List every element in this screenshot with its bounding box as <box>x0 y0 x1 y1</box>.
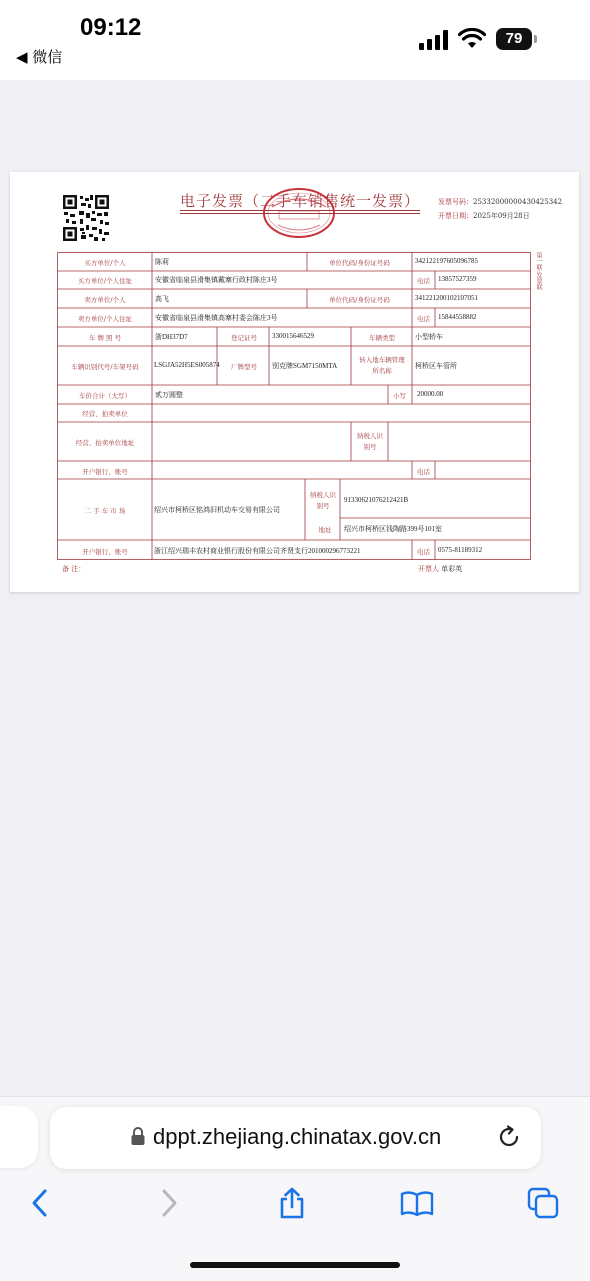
market-address-value: 绍兴市柯桥区钱陶路399号101室 <box>344 525 442 533</box>
seller-phone-label: 电话 <box>417 315 430 323</box>
seller-code-label: 单位代码/身份证号码 <box>329 296 390 304</box>
issue-date-label: 开票日期： <box>438 212 473 220</box>
market-taxpayer-value: 91330621076212421B <box>344 496 409 504</box>
reload-icon[interactable] <box>496 1124 522 1150</box>
buyer-address-value: 安徽省临泉县滑集镇戴寨行政村陈庄3号 <box>155 276 278 284</box>
plate-label: 车 牌 照 号 <box>88 334 122 342</box>
invoice-document <box>10 172 579 592</box>
battery-tip <box>534 35 537 43</box>
seller-code-value: 341221200102107051 <box>415 294 478 302</box>
side-note: 第一联:发票联 <box>535 252 542 291</box>
model-value: 别克牌SGM7150MTA <box>272 362 338 370</box>
price-total-label: 车价合计（大写） <box>79 392 131 400</box>
auction-unit-label: 经营、拍卖单位 <box>82 410 128 418</box>
share-icon[interactable] <box>275 1186 309 1220</box>
transfer-office-value: 柯桥区车管所 <box>415 362 457 370</box>
vin-label: 车辆识别代号/车架号码 <box>71 363 139 371</box>
market-bank-label: 开户银行、账号 <box>82 548 128 556</box>
price-small-value: 20000.00 <box>417 390 444 398</box>
invoice-title: 电子发票（二手车销售统一发票） <box>180 192 421 210</box>
issue-date-row <box>438 209 562 223</box>
auction-address-label: 经营、拍卖单位地址 <box>75 439 135 447</box>
market-phone-value: 0575-81189312 <box>438 546 483 554</box>
bank-account-label: 开户银行、账号 <box>82 468 128 476</box>
market-address-label: 地址 <box>318 526 332 534</box>
registration-value: 330015646529 <box>272 332 314 340</box>
price-small-label: 小写 <box>393 392 406 400</box>
back-to-wechat-link[interactable]: ◀ 微信 <box>16 48 63 66</box>
invoice-number-row <box>438 195 562 209</box>
market-bank-value: 浙江绍兴瑞丰农村商业银行股份有限公司齐贤支行201000296773221 <box>154 547 361 555</box>
invoice-table <box>57 252 531 560</box>
wifi-icon <box>458 28 486 50</box>
market-value: 绍兴市柯桥区铭鸿旧机动车交易有限公司 <box>154 506 280 514</box>
forward-icon[interactable] <box>151 1186 185 1220</box>
bookmarks-icon[interactable] <box>400 1186 434 1220</box>
url-text: dppt.zhejiang.chinatax.gov.cn <box>153 1124 442 1149</box>
buyer-code-value: 342122197605096785 <box>415 257 478 265</box>
buyer-phone-value: 13857527359 <box>438 275 477 283</box>
invoice-meta <box>438 195 562 223</box>
buyer-value: 陈莉 <box>155 258 169 266</box>
market-phone-label: 电话 <box>417 548 430 556</box>
tabs-icon[interactable] <box>526 1186 560 1220</box>
auction-phone-label: 电话 <box>417 468 430 476</box>
issuer-value: 单彩英 <box>441 565 463 573</box>
plate-value: 浙DH37D7 <box>155 333 188 341</box>
status-bar <box>0 0 590 80</box>
battery-level: 79 <box>496 28 532 50</box>
vin-value: LSGJA52H5ES005874 <box>154 361 220 369</box>
battery-icon <box>496 28 538 50</box>
tax-seal-icon <box>262 187 336 239</box>
auction-taxpayer-label: 纳税人识别号 <box>357 432 383 451</box>
issuer-label: 开票人 <box>418 565 439 573</box>
invoice-number-label: 发票号码： <box>438 198 473 206</box>
seller-label: 卖方单位/个人 <box>84 296 126 304</box>
vehicle-type-label: 车辆类型 <box>369 334 395 342</box>
model-label: 厂牌型号 <box>231 363 257 371</box>
transfer-office-label: 转入地车辆管理所名称 <box>359 356 405 375</box>
market-taxpayer-label: 纳税人识别号 <box>310 491 336 510</box>
buyer-code-label: 单位代码/身份证号码 <box>329 259 390 267</box>
issuer <box>418 564 462 574</box>
address-bar[interactable] <box>50 1107 541 1169</box>
seller-address-value: 安徽省临泉县滑集镇高寨村委会陈庄3号 <box>155 314 278 322</box>
previous-tab-peek[interactable] <box>0 1106 38 1168</box>
issue-date: 2025年09月28日 <box>473 212 530 220</box>
buyer-address-label: 买方单位/个人住址 <box>77 277 133 285</box>
invoice-number: 25332000000430425342 <box>473 198 563 206</box>
seller-address-label: 卖方单位/个人住址 <box>77 315 133 323</box>
buyer-phone-label: 电话 <box>417 277 430 285</box>
clock: 09:12 <box>80 14 142 41</box>
registration-label: 登记证号 <box>231 334 257 342</box>
seller-value: 高飞 <box>155 295 169 303</box>
vehicle-type-value: 小型轿车 <box>415 333 443 341</box>
cellular-signal-icon <box>419 30 451 50</box>
lock-icon <box>130 1126 146 1146</box>
price-total-value: 贰万圆整 <box>155 391 183 399</box>
back-icon[interactable] <box>24 1186 58 1220</box>
seller-phone-value: 15844558882 <box>438 313 477 321</box>
market-label: 二 手 车 市 场 <box>84 507 126 515</box>
home-indicator <box>190 1262 400 1268</box>
qr-code-icon <box>62 194 110 242</box>
buyer-label: 买方单位/个人 <box>84 259 126 267</box>
remark-label: 备 注： <box>62 565 86 573</box>
